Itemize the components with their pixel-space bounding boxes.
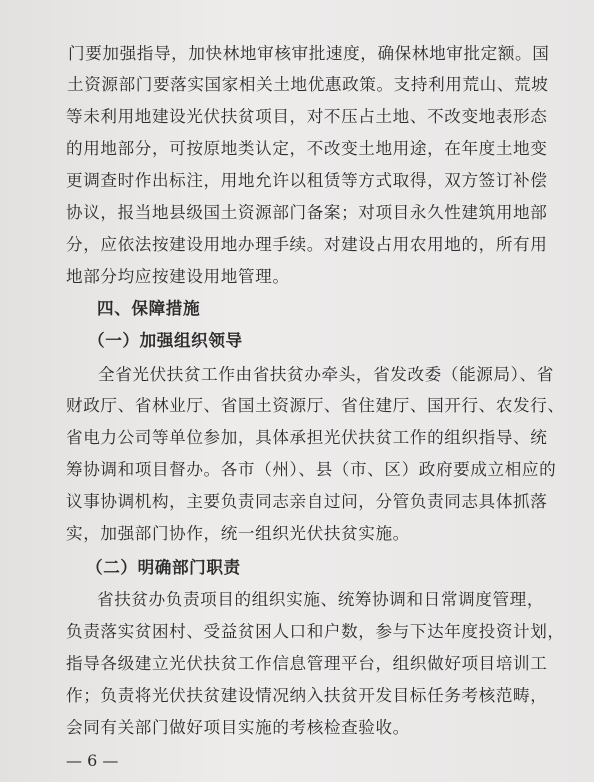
paragraph-line: 作；负责将光伏扶贫建设情况纳入扶贫开发目标任务考核范畴，: [66, 686, 548, 705]
paragraph-line: 省电力公司等单位参加，具体承担光伏扶贫工作的组织指导、统: [66, 428, 548, 447]
paragraph-line: 实，加强部门协作，统一组织光伏扶贫实施。: [66, 524, 410, 543]
paragraph-line: 地部分均应按建设用地管理。: [66, 267, 290, 286]
paragraph-line: 等未利用地建设光伏扶贫项目，对不压占土地、不改变地表形态: [66, 107, 548, 126]
page-number: — 6 —: [66, 751, 119, 770]
paragraph-line: 会同有关部门做好项目实施的考核检查验收。: [66, 718, 410, 737]
paragraph-line: 门要加强指导，加快林地审核审批速度，确保林地审批定额。国: [68, 44, 550, 63]
subsection-heading: （二）明确部门职责: [86, 557, 241, 577]
subsection-heading: （一）加强组织领导: [88, 330, 243, 350]
paragraph-line: 全省光伏扶贫工作由省扶贫办牵头，省发改委（能源局）、省: [98, 365, 554, 384]
paragraph-line: 的用地部分，可按原地类认定，不改变土地用途，在年度土地变: [66, 139, 548, 158]
section-heading: 四、保障措施: [97, 298, 201, 318]
paragraph-line: 土资源部门要落实国家相关土地优惠政策。支持利用荒山、荒坡: [67, 75, 549, 94]
paragraph-line: 负责落实贫困村、受益贫困人口和户数，参与下达年度投资计划，: [66, 622, 565, 641]
paragraph-line: 省扶贫办负责项目的组织实施、统筹协调和日常调度管理，: [97, 590, 545, 609]
paragraph-line: 指导各级建立光伏扶贫工作信息管理平台，组织做好项目培训工: [66, 654, 548, 673]
paragraph-line: 更调查时作出标注，用地允许以租赁等方式取得，双方签订补偿: [66, 171, 548, 190]
paragraph-line: 分，应依法按建设用地办理手续。对建设占用农用地的，所有用: [66, 235, 548, 254]
paragraph-line: 财政厅、省林业厅、省国土资源厅、省住建厅、国开行、农发行、: [66, 396, 565, 415]
paragraph-line: 协议，报当地县级国土资源部门备案；对项目永久性建筑用地部: [66, 203, 548, 222]
paragraph-line: 筹协调和项目督办。各市（州）、县（市、区）政府要成立相应的: [66, 460, 557, 479]
paragraph-line: 议事协调机构，主要负责同志亲自过问，分管负责同志具体抓落: [66, 492, 548, 511]
